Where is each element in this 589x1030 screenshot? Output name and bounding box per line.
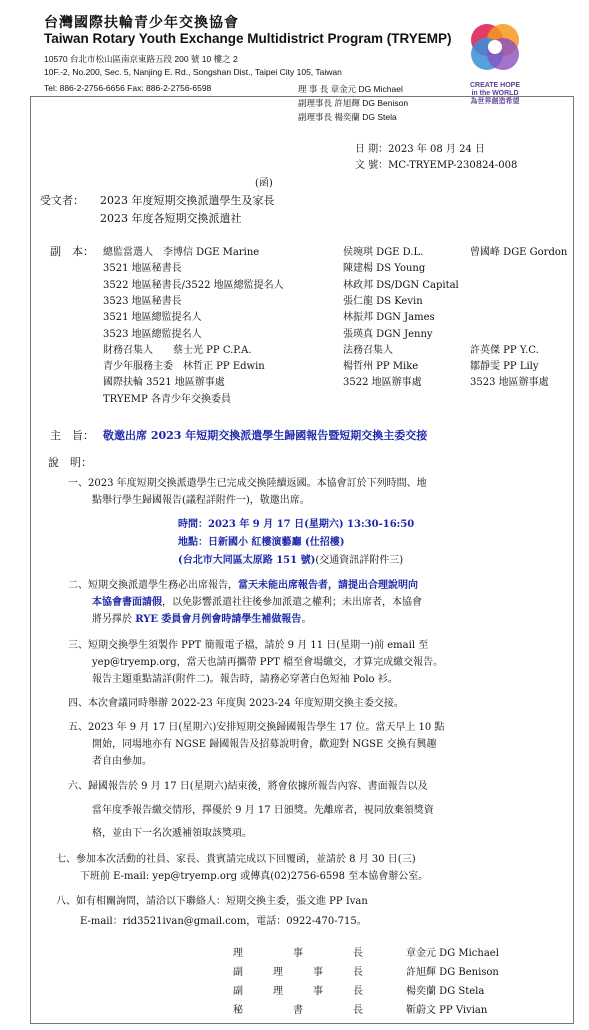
cc-entry: 3521 地區總監提名人 xyxy=(103,312,202,324)
cc-entry: 財務召集人 蔡士光 PP C.P.A. xyxy=(103,344,252,356)
event-time: 時間：2023 年 9 月 17 日(星期六) 13:30-16:50 xyxy=(178,519,415,530)
subject-label: 主 旨： xyxy=(50,429,94,442)
item-5-line: 開始，同場地亦有 NGSE 歸國報告及招募說明會，歡迎對 NGSE 交換有興趣 xyxy=(92,739,437,750)
item-5-line: 五、2023 年 9 月 17 日(星期六)安排短期交換歸國報告學生 17 位。當天早上 10 點 xyxy=(68,722,445,733)
signature-title: 秘 書 長 xyxy=(233,1005,363,1016)
cc-entry: 國際扶輪 3521 地區辦事處 xyxy=(103,377,225,389)
item-2-line: 將另擇於 RYE 委員會月例會時請學生補做報告。 xyxy=(92,614,312,625)
cc-entry: 林振邦 DGN James xyxy=(343,312,435,324)
header-officer-president: 理 事 長 章金元 DG Michael xyxy=(298,84,403,94)
cc-entry: 張瑛真 DGN Jenny xyxy=(343,328,433,340)
cc-entry: 楊哲州 PP Mike xyxy=(343,361,419,373)
item-2-line: 二、短期交換派遣學生務必出席報告，當天未能出席報告者，請提出合理說明向 xyxy=(68,580,418,591)
item-7-line: 下班前 E-mail: yep@tryemp.org 或傳真(02)2756-6598 至本協會辦公室。 xyxy=(80,871,429,882)
item-6-line: 六、歸國報告於 9 月 17 日(星期六)結束後，將會依據所報告內容、書面報告以及 xyxy=(68,781,428,792)
logo-caption: CREATE HOPE in the WORLD 為世界創造希望 xyxy=(469,82,521,105)
cc-entry: 3521 地區秘書長 xyxy=(103,263,182,275)
org-name-chinese: 台灣國際扶輪青少年交換協會 xyxy=(44,15,239,31)
item-5-line: 者自由參加。 xyxy=(92,756,152,767)
item-8-contact: E-mail：rid3521ivan@gmail.com，電話：0922-470-715。 xyxy=(80,916,367,927)
signature-name: 楊奕蘭 DG Stela xyxy=(406,986,485,997)
cc-entry: 張仁龍 DS Kevin xyxy=(343,295,423,307)
document-type: (函) xyxy=(255,178,273,189)
recipients-label: 受文者： xyxy=(40,194,84,207)
signature-title: 副 理 事 長 xyxy=(233,986,363,997)
cc-entry: 法務召集人 xyxy=(343,344,393,356)
address-chinese: 10570 台北市松山區南京東路五段 200 號 10 樓之 2 xyxy=(44,54,238,64)
create-hope-logo-icon xyxy=(465,18,523,76)
item-4-line: 四、本次會議同時舉辦 2022-23 年度與 2023-24 年度短期交換主委交接。 xyxy=(68,698,404,709)
signature-name: 章金元 DG Michael xyxy=(406,948,499,959)
header-officer-vp1: 副理事長 許旭輝 DG Benison xyxy=(298,98,409,108)
item-1-line: 一、2023 年度短期交換派遣學生已完成交換陸續返國。本協會訂於下列時間、地 xyxy=(68,478,427,489)
cc-entry: 許英傑 PP Y.C. xyxy=(470,344,539,356)
event-address: (台北市大同區太原路 151 號)(交通資訊詳附件三) xyxy=(178,555,404,566)
cc-entry: 曾國峰 DGE Gordon xyxy=(470,247,568,258)
signature-name: 靳蔚文 PP Vivian xyxy=(406,1005,488,1016)
cc-entry: 3523 地區秘書長 xyxy=(103,295,182,307)
cc-entry: 林政邦 DS/DGN Capital xyxy=(343,279,459,291)
item-6-line: 當年度季報告繳交情形，擇優於 9 月 17 日頒獎。先離席者，視同放棄領獎資 xyxy=(92,805,434,816)
cc-entry: 總監當選人 李博信 DGE Marine xyxy=(103,247,260,258)
explain-label: 說 明： xyxy=(48,456,92,469)
item-3-line: yep@tryemp.org，當天也請再攜帶 PPT 檔至會場繳交，才算完成繳交報告。 xyxy=(92,657,444,668)
header-officer-vp2: 副理事長 楊奕蘭 DG Stela xyxy=(298,112,397,122)
item-2-line: 本協會書面請假，以免影響派遣社往後參加派遣之權利；未出席者，本協會 xyxy=(92,597,422,608)
signature-title: 理 事 長 xyxy=(233,948,363,959)
item-3-line: 報告主題重點請詳(附件二)。報告時，請務必穿著白色短袖 Polo 衫。 xyxy=(92,674,398,685)
org-name-english: Taiwan Rotary Youth Exchange Multidistrict Program (TRYEMP) xyxy=(44,31,452,46)
document-date: 日 期：2023 年 08 月 24 日 xyxy=(355,144,485,155)
signature-name: 許旭輝 DG Benison xyxy=(406,967,499,978)
address-english: 10F.-2, No.200, Sec. 5, Nanjing E. Rd., Songshan Dist., Taipei City 105, Taiwan xyxy=(44,67,342,77)
cc-entry: 侯琬琪 DGE D.L. xyxy=(343,247,424,258)
cc-entry: 3522 地區辦事處 xyxy=(343,377,422,389)
item-8-line: 八、如有相關詢問，請洽以下聯絡人：短期交換主委，張文進 PP Ivan xyxy=(56,896,368,907)
event-place: 地點：日新國小 紅樓演藝廳 (仕招樓) xyxy=(178,537,345,548)
cc-entry: 3523 地區總監提名人 xyxy=(103,328,202,340)
document-number: 文 號：MC-TRYEMP-230824-008 xyxy=(355,160,518,171)
cc-label: 副 本： xyxy=(50,245,94,258)
cc-entry: 3523 地區辦事處 xyxy=(470,377,549,389)
recipient-line: 2023 年度各短期交換派遣社 xyxy=(100,212,242,225)
item-1-line: 點舉行學生歸國報告(議程詳附件一)，敬邀出席。 xyxy=(92,495,310,506)
item-3-line: 三、短期交換學生須製作 PPT 簡報電子檔，請於 9 月 11 日(星期一)前 email 至 xyxy=(68,640,429,651)
item-6-line: 格，並由下一名次遞補領取該獎項。 xyxy=(92,828,252,839)
cc-entry: 鄒靜雯 PP Lily xyxy=(470,361,539,373)
cc-entry: 陳建楊 DS Young xyxy=(343,263,426,275)
signature-title: 副 理 事 長 xyxy=(233,967,363,978)
contact-line: Tel: 886-2-2756-6656 Fax: 886-2-2756-6598 xyxy=(44,83,212,93)
cc-entry: 青少年服務主委 林哲正 PP Edwin xyxy=(103,361,265,373)
cc-entry: TRYEMP 各青少年交換委員 xyxy=(103,393,231,405)
item-7-line: 七、參加本次活動的社員、家長、貴賓請完成以下回覆函，並請於 8 月 30 日(三) xyxy=(56,854,416,865)
cc-entry: 3522 地區秘書長/3522 地區總監提名人 xyxy=(103,279,284,291)
subject-text: 敬邀出席 2023 年短期交換派遣學生歸國報告暨短期交換主委交接 xyxy=(103,429,428,442)
recipient-line: 2023 年度短期交換派遣學生及家長 xyxy=(100,194,275,207)
